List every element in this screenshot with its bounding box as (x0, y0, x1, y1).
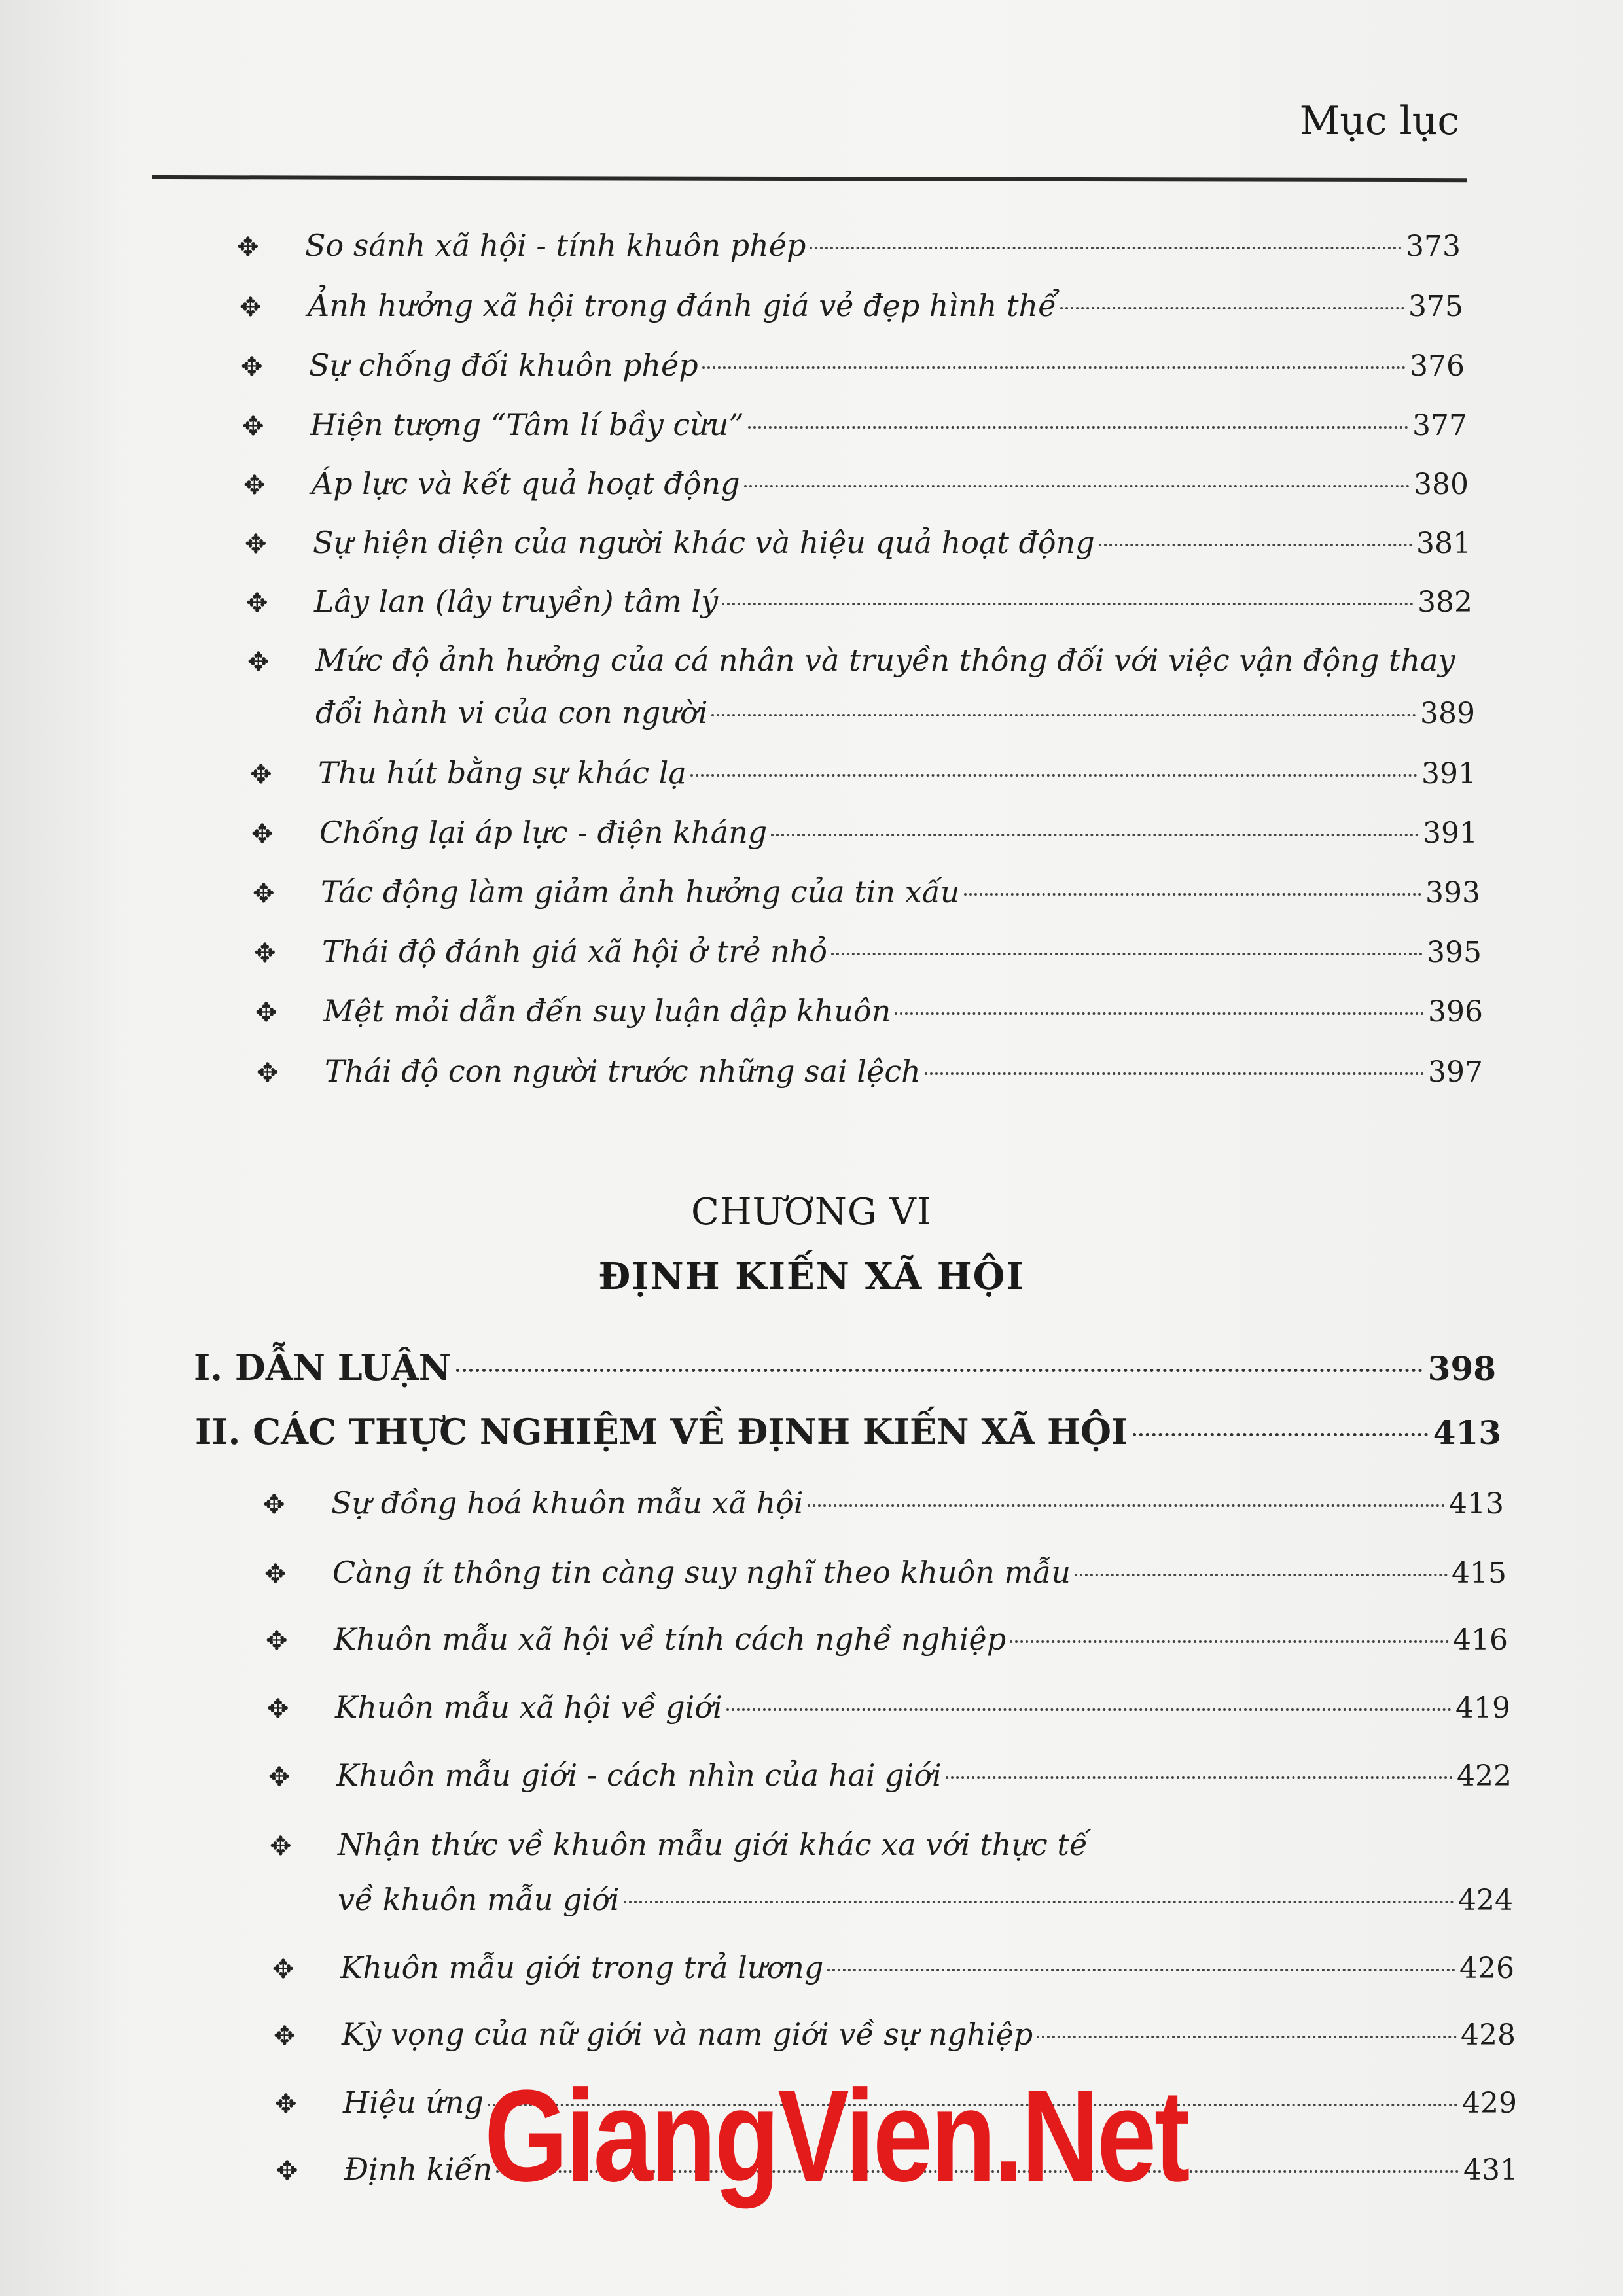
toc-item-page: 393 (1425, 876, 1480, 910)
toc-item[interactable] (246, 578, 1472, 624)
four-diamond-bullet-icon: ✥ (263, 1490, 285, 1520)
toc-item-title: Kỳ vọng của nữ giới và nam giới về sự nghiệp (342, 2017, 1033, 2052)
toc-item-page: 377 (1412, 409, 1467, 442)
toc-item-wrapped-line2[interactable] (338, 1877, 1513, 1922)
toc-section-page: 413 (1433, 1413, 1501, 1452)
toc-section[interactable] (194, 1341, 1496, 1395)
toc-item-wrapped-line2[interactable] (315, 690, 1475, 735)
toc-item-page: 416 (1453, 1623, 1508, 1657)
toc-item-title-line2: đổi hành vi của con người (315, 695, 708, 730)
toc-item-page: 422 (1457, 1759, 1512, 1793)
toc-item-page: 424 (1458, 1884, 1513, 1917)
toc-item-page: 426 (1459, 1952, 1514, 1985)
toc-item[interactable] (255, 988, 1483, 1034)
toc-item-title: Thu hút bằng sự khác lạ (318, 755, 687, 790)
toc-item-title: Ảnh hưởng xã hội trong đánh giá vẻ đẹp hình thể (308, 288, 1057, 323)
leader-dots (810, 247, 1402, 249)
toc-item-title-line2: về khuôn mẫu giới (338, 1882, 620, 1917)
toc-section-title: II. CÁC THỰC NGHIỆM VỀ ĐỊNH KIẾN XÃ HỘI (195, 1411, 1128, 1453)
leader-dots (1099, 544, 1412, 546)
toc-item[interactable] (268, 1752, 1512, 1798)
watermark-logo: GiangVien.Net (484, 2063, 1188, 2209)
toc-item-page: 380 (1414, 468, 1469, 501)
leader-dots (771, 834, 1419, 836)
four-diamond-bullet-icon: ✥ (245, 529, 267, 559)
four-diamond-bullet-icon: ✥ (266, 1626, 288, 1656)
four-diamond-bullet-icon: ✥ (270, 1831, 292, 1862)
toc-item-page: 391 (1421, 757, 1476, 790)
running-head: Mục lục (1299, 98, 1459, 144)
toc-item-page: 428 (1461, 2019, 1516, 2052)
toc-item-page: 397 (1428, 1055, 1483, 1089)
toc-item-title: Thái độ con người trước những sai lệch (325, 1053, 921, 1089)
four-diamond-bullet-icon: ✥ (243, 470, 266, 501)
toc-item[interactable] (254, 928, 1482, 974)
toc-item[interactable] (251, 809, 1478, 855)
four-diamond-bullet-icon: ✥ (255, 998, 277, 1028)
toc-item[interactable] (245, 520, 1471, 565)
toc-item[interactable] (274, 2011, 1516, 2057)
toc-item[interactable] (253, 869, 1480, 915)
four-diamond-bullet-icon: ✥ (237, 232, 259, 262)
toc-item-title: Mệt mỏi dẫn đến suy luận dập khuôn (323, 993, 891, 1029)
leader-dots (456, 1369, 1423, 1372)
leader-dots (827, 1969, 1455, 1971)
toc-item-page: 419 (1455, 1691, 1510, 1725)
leader-dots (1010, 1640, 1449, 1643)
toc-item-title: Sự chống đối khuôn phép (309, 347, 698, 383)
toc-item-title: Hiệu ứng (343, 2085, 484, 2120)
four-diamond-bullet-icon: ✥ (250, 760, 272, 790)
toc-item-title: Sự hiện diện của người khác và hiệu quả hoạt động (313, 525, 1095, 560)
four-diamond-bullet-icon: ✥ (264, 1559, 287, 1589)
four-diamond-bullet-icon: ✥ (274, 2021, 296, 2051)
toc-item[interactable] (243, 461, 1469, 506)
leader-dots (1075, 1574, 1448, 1576)
toc-item-page: 396 (1428, 995, 1483, 1029)
toc-item-title-line1: Nhận thức về khuôn mẫu giới khác xa với thực tế (338, 1827, 1088, 1862)
toc-item[interactable] (242, 402, 1467, 448)
four-diamond-bullet-icon: ✥ (275, 2089, 297, 2119)
toc-item[interactable] (250, 750, 1476, 796)
toc-item-page: 373 (1406, 230, 1461, 263)
leader-dots (925, 1072, 1424, 1075)
four-diamond-bullet-icon: ✥ (247, 647, 270, 677)
toc-item-title: Khuôn mẫu giới - cách nhìn của hai giới (336, 1757, 942, 1793)
leader-dots (722, 603, 1414, 605)
leader-dots (744, 485, 1410, 487)
toc-item[interactable] (264, 1549, 1507, 1595)
toc-item-page: 381 (1416, 527, 1471, 560)
toc-item-title: Càng ít thông tin càng suy nghĩ theo khuôn mẫu (332, 1555, 1071, 1590)
four-diamond-bullet-icon: ✥ (254, 938, 276, 968)
toc-section[interactable] (195, 1405, 1501, 1459)
toc-item[interactable] (267, 1684, 1510, 1730)
toc-item-page: 389 (1420, 697, 1475, 730)
toc-item-page: 382 (1418, 586, 1472, 619)
toc-item-page: 395 (1427, 936, 1482, 969)
toc-item-title: Khuôn mẫu giới trong trả lương (340, 1950, 824, 1985)
four-diamond-bullet-icon: ✥ (268, 1762, 291, 1792)
toc-item-page: 375 (1408, 290, 1463, 323)
four-diamond-bullet-icon: ✥ (253, 879, 275, 909)
leader-dots (748, 426, 1408, 429)
chapter-title: ĐỊNH KIẾN XÃ HỘI (598, 1255, 1025, 1298)
four-diamond-bullet-icon: ✥ (251, 819, 274, 849)
toc-item-title: Chống lại áp lực - điện kháng (319, 815, 768, 850)
four-diamond-bullet-icon: ✥ (272, 1954, 294, 1985)
toc-section-page: 398 (1427, 1349, 1496, 1388)
toc-item[interactable] (266, 1616, 1508, 1662)
toc-item-page: 413 (1449, 1487, 1504, 1521)
leader-dots (690, 774, 1418, 777)
four-diamond-bullet-icon: ✥ (267, 1694, 289, 1724)
four-diamond-bullet-icon: ✥ (276, 2156, 298, 2186)
leader-dots (702, 366, 1406, 369)
four-diamond-bullet-icon: ✥ (242, 412, 264, 442)
leader-dots (964, 893, 1421, 896)
toc-item[interactable] (272, 1945, 1514, 1990)
toc-item-title: Khuôn mẫu xã hội về giới (335, 1689, 722, 1725)
four-diamond-bullet-icon: ✥ (257, 1058, 279, 1088)
leader-dots (1060, 307, 1404, 309)
toc-item-title-line1: Mức độ ảnh hưởng của cá nhân và truyền thông đối với việc vận động thay (315, 643, 1455, 678)
leader-dots (711, 714, 1416, 716)
header-rule (152, 175, 1467, 182)
toc-item-wrapped-line1[interactable] (247, 637, 1478, 683)
toc-section-title: I. DẪN LUẬN (194, 1347, 452, 1388)
toc-item-title: Tác động làm giảm ảnh hưởng của tin xấu (321, 874, 960, 910)
toc-item[interactable] (263, 1480, 1504, 1526)
toc-item-title: Hiện tượng “Tâm lí bầy cừu” (310, 407, 744, 442)
toc-item[interactable] (241, 342, 1465, 388)
four-diamond-bullet-icon: ✥ (246, 588, 268, 618)
leader-dots (624, 1901, 1454, 1903)
toc-item-page: 429 (1462, 2087, 1517, 2120)
toc-item-page: 415 (1452, 1557, 1507, 1590)
leader-dots (831, 953, 1423, 955)
toc-item-title: Khuôn mẫu xã hội về tính cách nghề nghiệp (334, 1621, 1007, 1657)
leader-dots (946, 1776, 1453, 1779)
toc-item-title: Áp lực và kết quả hoạt động (312, 466, 740, 501)
toc-item-title: Định kiến (344, 2151, 493, 2187)
toc-item-page: 431 (1463, 2153, 1518, 2187)
leader-dots (808, 1504, 1445, 1507)
toc-item-wrapped-line1[interactable] (270, 1822, 1513, 1867)
toc-item-title: Lây lan (lây truyền) tâm lý (314, 584, 719, 619)
chapter-number: CHƯƠNG VI (691, 1191, 932, 1233)
toc-item[interactable] (257, 1048, 1483, 1094)
toc-item-title: So sánh xã hội - tính khuôn phép (305, 228, 806, 263)
four-diamond-bullet-icon: ✥ (241, 352, 263, 382)
toc-item-title: Sự đồng hoá khuôn mẫu xã hội (331, 1485, 804, 1521)
toc-item[interactable] (240, 283, 1463, 328)
toc-item[interactable] (237, 222, 1461, 268)
four-diamond-bullet-icon: ✥ (240, 292, 262, 323)
toc-item-page: 376 (1410, 349, 1465, 383)
leader-dots (726, 1708, 1452, 1711)
leader-dots (1133, 1433, 1427, 1436)
toc-item-page: 391 (1423, 817, 1478, 850)
leader-dots (895, 1012, 1424, 1015)
toc-item-title: Thái độ đánh giá xã hội ở trẻ nhỏ (322, 934, 828, 969)
leader-dots (1037, 2036, 1457, 2038)
